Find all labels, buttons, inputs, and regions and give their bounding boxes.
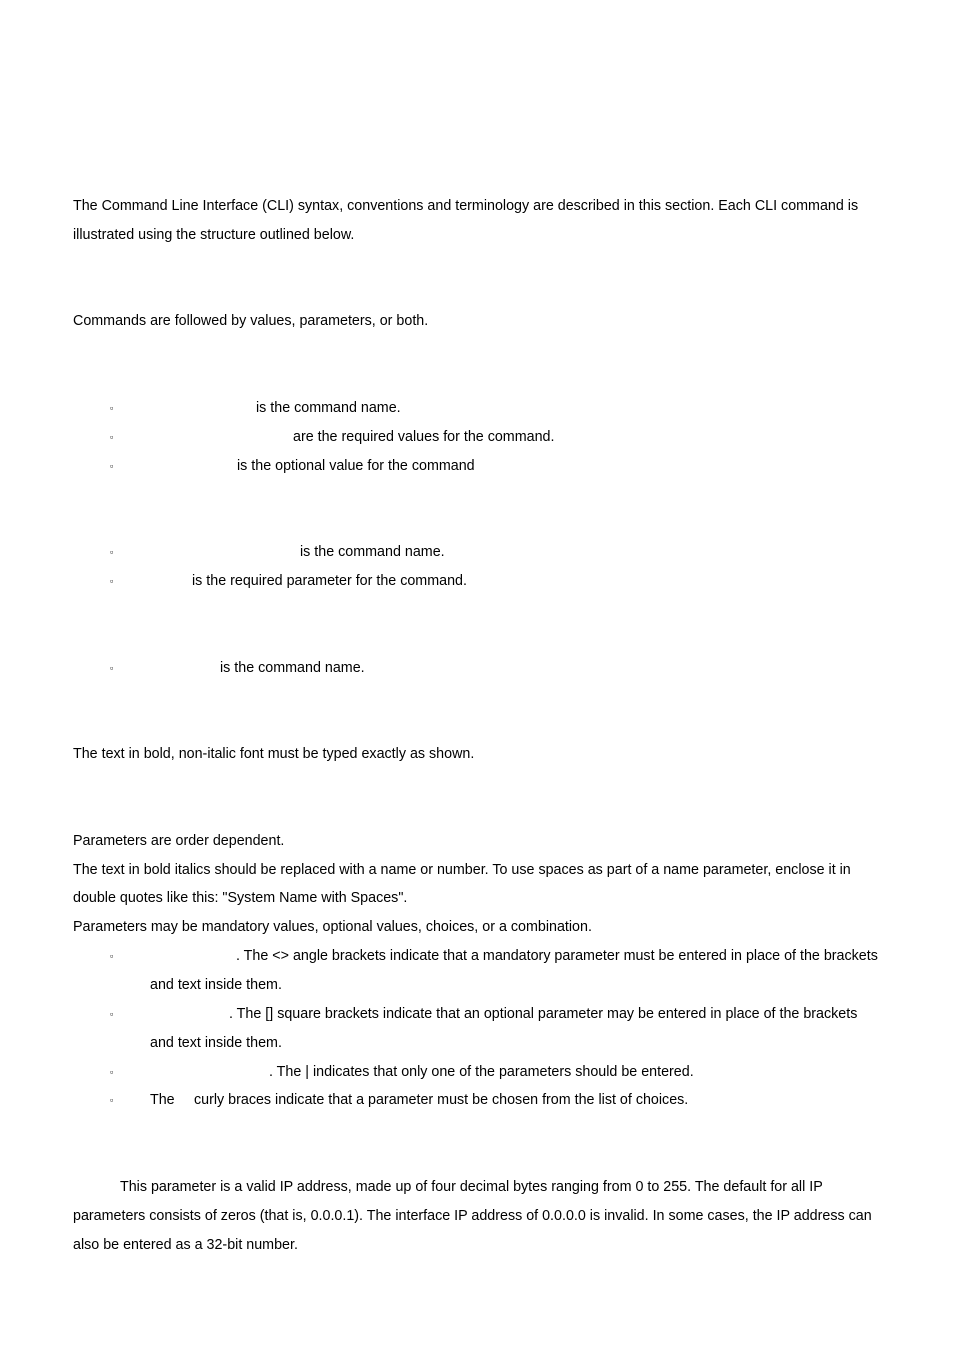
param-item-mandatory: . The <> angle brackets indicate that a mandatory parameter must be entered in place of the brackets [236, 948, 878, 964]
intro-line-1: The Command Line Interface (CLI) syntax, conventions and terminology are described in this section. Each CLI command is [73, 198, 859, 214]
param-item-optional: . The [] square brackets indicate that an optional parameter may be entered in place of the brackets [229, 1006, 858, 1022]
bullet-icon: ▫ [110, 1067, 114, 1077]
ip-line-1: This parameter is a valid IP address, made up of four decimal bytes ranging from 0 to 255. The default for all IP [120, 1179, 823, 1195]
params-italics-line-2: double quotes like this: "System Name with Spaces". [73, 890, 408, 906]
bullet-icon: ▫ [110, 461, 114, 471]
intro-line-2: illustrated using the structure outlined below. [73, 227, 355, 243]
commands-intro: Commands are followed by values, parameters, or both. [73, 313, 429, 329]
params-italics-line-1: The text in bold italics should be replaced with a name or number. To use spaces as part of a name parameter, enclose it in [73, 862, 851, 878]
bullet-icon: ▫ [110, 547, 114, 557]
example3-item-1: is the command name. [220, 660, 365, 676]
param-item-braces-prefix: The [150, 1092, 175, 1108]
example1-item-2: are the required values for the command. [293, 429, 555, 445]
example2-item-2: is the required parameter for the command. [192, 573, 467, 589]
example2-item-1: is the command name. [300, 544, 445, 560]
params-types: Parameters may be mandatory values, optional values, choices, or a combination. [73, 919, 592, 935]
bullet-icon: ▫ [110, 663, 114, 673]
bullet-icon: ▫ [110, 432, 114, 442]
param-item-mandatory-cont: and text inside them. [150, 977, 282, 993]
param-item-optional-cont: and text inside them. [150, 1035, 282, 1051]
param-item-braces: curly braces indicate that a parameter must be chosen from the list of choices. [194, 1092, 689, 1108]
bullet-icon: ▫ [110, 1095, 114, 1105]
example1-item-1: is the command name. [256, 400, 401, 416]
ip-line-3: also be entered as a 32-bit number. [73, 1237, 298, 1253]
bullet-icon: ▫ [110, 1009, 114, 1019]
ip-line-2: parameters consists of zeros (that is, 0.0.0.1). The interface IP address of 0.0.0.0 is invalid. In some cases, the IP address can [73, 1208, 872, 1224]
bullet-icon: ▫ [110, 951, 114, 961]
param-item-choice: . The | indicates that only one of the parameters should be entered. [269, 1064, 694, 1080]
bullet-icon: ▫ [110, 403, 114, 413]
bullet-icon: ▫ [110, 576, 114, 586]
bold-text-note: The text in bold, non-italic font must be typed exactly as shown. [73, 746, 475, 762]
params-order: Parameters are order dependent. [73, 833, 285, 849]
example1-item-3: is the optional value for the command [237, 458, 475, 474]
